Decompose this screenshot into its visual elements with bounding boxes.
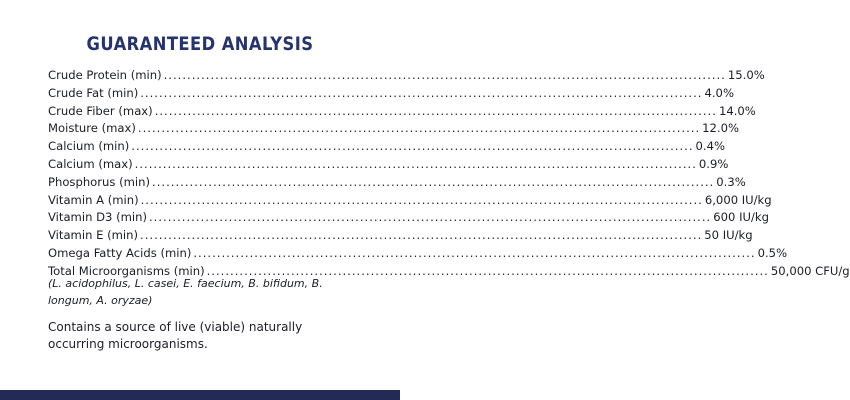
- row-label: Vitamin A (min): [48, 192, 139, 207]
- dot-leader: ........................................................................................................................: [140, 85, 703, 100]
- row-label: Crude Protein (min): [48, 68, 162, 82]
- row-label: Crude Fat (min): [48, 85, 139, 100]
- row-label: Omega Fatty Acids (min): [48, 245, 192, 260]
- dot-leader: ........................................................................................................................: [140, 192, 703, 207]
- row-value: 50 IU/kg: [704, 228, 753, 243]
- dot-leader: ........................................................................................................................: [152, 174, 715, 189]
- row-label: Vitamin D3 (min): [48, 210, 147, 225]
- live-microorganisms-statement: Contains a source of live (viable) naturally occurring microorganisms.: [48, 320, 303, 351]
- dot-leader: ........................................................................................................................: [193, 245, 756, 260]
- analysis-row-crude-protein: [48, 67, 765, 85]
- row-value: 14.0%: [718, 103, 756, 118]
- analysis-row-crude-fat: [48, 85, 734, 103]
- row-label: Calcium (min): [48, 139, 130, 154]
- dot-leader: ........................................................................................................................: [131, 139, 694, 154]
- row-value: 0.5%: [757, 245, 788, 260]
- dot-leader: ........................................................................................................................: [149, 210, 712, 225]
- dot-leader: ........................................................................................................................: [137, 121, 701, 136]
- footer-band: [0, 390, 400, 400]
- analysis-row-crude-fiber: [48, 103, 756, 121]
- dot-leader: ........................................................................................................................: [154, 103, 717, 118]
- row-value: 50,000 CFU/g: [770, 263, 850, 278]
- row-label: Calcium (max): [48, 156, 133, 171]
- dot-leader: ........................................................................................................................: [206, 263, 769, 278]
- analysis-row-vitamin-d3: [48, 209, 769, 227]
- analysis-row-omega-fatty-acids: [48, 245, 788, 263]
- row-value: 0.9%: [698, 156, 729, 171]
- dot-leader: ........................................................................................................................: [163, 68, 726, 82]
- microorganisms-note: (L. acidophilus, L. casei, E. faecium, B. bifidum, B. longum, A. oryzae): [48, 277, 323, 307]
- row-value: 12.0%: [702, 121, 739, 136]
- analysis-row-vitamin-e: [48, 227, 753, 245]
- row-label: Vitamin E (min): [48, 228, 139, 243]
- analysis-row-calcium-min: [48, 138, 725, 156]
- analysis-table: [48, 67, 850, 281]
- row-value: 0.4%: [695, 139, 725, 154]
- dot-leader: ........................................................................................................................: [140, 228, 703, 243]
- analysis-row-moisture: [48, 120, 739, 138]
- row-value: 15.0%: [727, 68, 765, 82]
- row-label: Total Microorganisms (min): [48, 263, 205, 278]
- row-label: Moisture (max): [48, 121, 136, 136]
- dot-leader: ........................................................................................................................: [134, 156, 697, 171]
- row-value: 0.3%: [716, 174, 746, 189]
- analysis-row-vitamin-a: [48, 192, 772, 210]
- row-value: 4.0%: [704, 85, 734, 100]
- row-value: 600 IU/kg: [713, 210, 769, 225]
- row-label: Phosphorus (min): [48, 174, 151, 189]
- analysis-title: GUARANTEED ANALYSIS: [86, 33, 314, 55]
- row-label: Crude Fiber (max): [48, 103, 153, 118]
- analysis-row-calcium-max: [48, 156, 729, 174]
- row-value: 6,000 IU/kg: [704, 192, 772, 207]
- analysis-row-phosphorus: [48, 174, 746, 192]
